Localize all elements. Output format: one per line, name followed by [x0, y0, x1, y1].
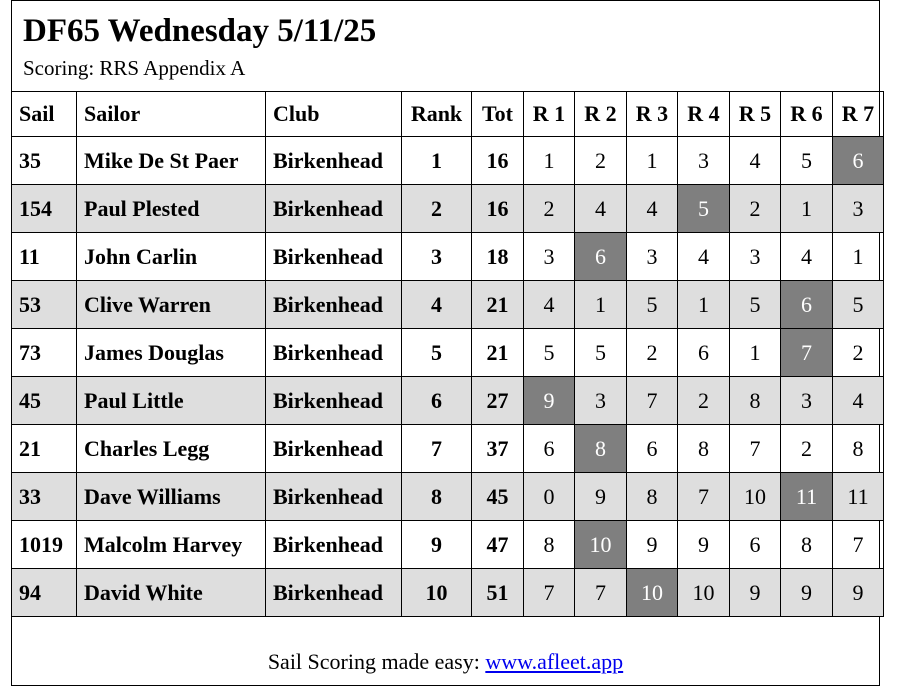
- race-score-cell-discarded: 5: [678, 185, 730, 233]
- table-row: [12, 521, 884, 569]
- race-score-cell: 2: [833, 329, 884, 377]
- race-score-cell: 9: [627, 521, 678, 569]
- race-score-cell: 5: [627, 281, 678, 329]
- table-row: [12, 569, 884, 617]
- sailor-cell: John Carlin: [77, 233, 266, 281]
- footer: [12, 638, 879, 686]
- table-row: [12, 473, 884, 521]
- sailor-cell: James Douglas: [77, 329, 266, 377]
- column-header-r4: R 4: [678, 92, 730, 137]
- race-score-cell: 3: [730, 233, 781, 281]
- race-score-cell: 2: [575, 137, 627, 185]
- total-cell: 47: [472, 521, 524, 569]
- header: [12, 1, 879, 92]
- race-score-cell: 6: [627, 425, 678, 473]
- race-score-cell: 2: [781, 425, 833, 473]
- race-score-cell: 6: [678, 329, 730, 377]
- club-cell: Birkenhead: [266, 137, 402, 185]
- race-score-cell: 7: [730, 425, 781, 473]
- total-cell: 21: [472, 329, 524, 377]
- table-row: [12, 425, 884, 473]
- total-cell: 16: [472, 137, 524, 185]
- race-score-cell: 1: [524, 137, 575, 185]
- column-header-rank: Rank: [402, 92, 472, 137]
- race-score-cell: 8: [730, 377, 781, 425]
- rank-cell: 3: [402, 233, 472, 281]
- race-score-cell: 4: [678, 233, 730, 281]
- club-cell: Birkenhead: [266, 233, 402, 281]
- race-score-cell: 11: [833, 473, 884, 521]
- club-cell: Birkenhead: [266, 377, 402, 425]
- table-row: [12, 281, 884, 329]
- race-score-cell: 4: [781, 233, 833, 281]
- race-score-cell: 2: [524, 185, 575, 233]
- race-score-cell: 7: [833, 521, 884, 569]
- column-header-r5: R 5: [730, 92, 781, 137]
- race-score-cell: 2: [730, 185, 781, 233]
- race-score-cell: 3: [678, 137, 730, 185]
- race-score-cell: 1: [781, 185, 833, 233]
- race-score-cell: 6: [730, 521, 781, 569]
- race-score-cell: 9: [833, 569, 884, 617]
- race-score-cell: 3: [524, 233, 575, 281]
- column-header-r7: R 7: [833, 92, 884, 137]
- race-score-cell-discarded: 10: [575, 521, 627, 569]
- race-score-cell-discarded: 10: [627, 569, 678, 617]
- sailor-cell: Dave Williams: [77, 473, 266, 521]
- race-score-cell-discarded: 6: [833, 137, 884, 185]
- rank-cell: 4: [402, 281, 472, 329]
- race-score-cell: 4: [730, 137, 781, 185]
- rank-cell: 8: [402, 473, 472, 521]
- race-score-cell-discarded: 11: [781, 473, 833, 521]
- race-score-cell: 8: [781, 521, 833, 569]
- race-score-cell: 5: [781, 137, 833, 185]
- results-frame: [11, 0, 880, 686]
- race-score-cell: 9: [730, 569, 781, 617]
- sail-cell: 73: [12, 329, 77, 377]
- race-score-cell: 0: [524, 473, 575, 521]
- total-cell: 27: [472, 377, 524, 425]
- race-score-cell: 7: [575, 569, 627, 617]
- rank-cell: 1: [402, 137, 472, 185]
- race-score-cell-discarded: 9: [524, 377, 575, 425]
- race-score-cell: 5: [524, 329, 575, 377]
- race-score-cell: 8: [524, 521, 575, 569]
- race-score-cell: 3: [627, 233, 678, 281]
- race-score-cell: 4: [575, 185, 627, 233]
- sail-cell: 21: [12, 425, 77, 473]
- race-score-cell-discarded: 6: [575, 233, 627, 281]
- race-score-cell-discarded: 6: [781, 281, 833, 329]
- rank-cell: 10: [402, 569, 472, 617]
- footer-text: Sail Scoring made easy:: [267, 649, 486, 674]
- race-score-cell: 8: [627, 473, 678, 521]
- race-score-cell-discarded: 8: [575, 425, 627, 473]
- race-score-cell: 5: [833, 281, 884, 329]
- race-score-cell: 8: [833, 425, 884, 473]
- table-row: [12, 329, 884, 377]
- total-cell: 51: [472, 569, 524, 617]
- race-score-cell: 4: [833, 377, 884, 425]
- race-score-cell: 8: [678, 425, 730, 473]
- rank-cell: 9: [402, 521, 472, 569]
- sail-cell: 1019: [12, 521, 77, 569]
- sail-cell: 94: [12, 569, 77, 617]
- sailor-cell: Malcolm Harvey: [77, 521, 266, 569]
- sail-cell: 53: [12, 281, 77, 329]
- race-score-cell: 9: [575, 473, 627, 521]
- club-cell: Birkenhead: [266, 521, 402, 569]
- race-score-cell: 3: [575, 377, 627, 425]
- race-score-cell: 5: [575, 329, 627, 377]
- race-score-cell: 7: [627, 377, 678, 425]
- table-header-row: [12, 92, 884, 137]
- sail-cell: 154: [12, 185, 77, 233]
- race-score-cell: 6: [524, 425, 575, 473]
- sailor-cell: David White: [77, 569, 266, 617]
- race-score-cell: 1: [730, 329, 781, 377]
- total-cell: 45: [472, 473, 524, 521]
- race-score-cell: 3: [781, 377, 833, 425]
- race-score-cell: 5: [730, 281, 781, 329]
- sailor-cell: Charles Legg: [77, 425, 266, 473]
- column-header-r6: R 6: [781, 92, 833, 137]
- column-header-sail: Sail: [12, 92, 77, 137]
- table-row: [12, 233, 884, 281]
- sail-cell: 45: [12, 377, 77, 425]
- sailor-cell: Clive Warren: [77, 281, 266, 329]
- results-table: [11, 91, 884, 617]
- race-score-cell: 9: [678, 521, 730, 569]
- sailor-cell: Mike De St Paer: [77, 137, 266, 185]
- race-score-cell-discarded: 7: [781, 329, 833, 377]
- club-cell: Birkenhead: [266, 473, 402, 521]
- sailor-cell: Paul Plested: [77, 185, 266, 233]
- scoring-subtitle: Scoring: RRS Appendix A: [23, 56, 246, 80]
- club-cell: Birkenhead: [266, 185, 402, 233]
- race-score-cell: 4: [627, 185, 678, 233]
- table-row: [12, 377, 884, 425]
- sail-cell: 35: [12, 137, 77, 185]
- column-header-club: Club: [266, 92, 402, 137]
- table-row: [12, 185, 884, 233]
- column-header-r2: R 2: [575, 92, 627, 137]
- column-header-r1: R 1: [524, 92, 575, 137]
- page-title: DF65 Wednesday 5/11/25: [23, 13, 377, 49]
- rank-cell: 6: [402, 377, 472, 425]
- afleet-link[interactable]: www.afleet.app: [485, 649, 624, 674]
- column-header-r3: R 3: [627, 92, 678, 137]
- race-score-cell: 7: [678, 473, 730, 521]
- total-cell: 16: [472, 185, 524, 233]
- race-score-cell: 10: [678, 569, 730, 617]
- race-score-cell: 2: [678, 377, 730, 425]
- column-header-sailor: Sailor: [77, 92, 266, 137]
- sail-cell: 33: [12, 473, 77, 521]
- club-cell: Birkenhead: [266, 329, 402, 377]
- column-header-tot: Tot: [472, 92, 524, 137]
- rank-cell: 5: [402, 329, 472, 377]
- rank-cell: 7: [402, 425, 472, 473]
- race-score-cell: 1: [575, 281, 627, 329]
- sail-cell: 11: [12, 233, 77, 281]
- race-score-cell: 2: [627, 329, 678, 377]
- race-score-cell: 4: [524, 281, 575, 329]
- club-cell: Birkenhead: [266, 281, 402, 329]
- race-score-cell: 1: [627, 137, 678, 185]
- total-cell: 37: [472, 425, 524, 473]
- race-score-cell: 9: [781, 569, 833, 617]
- total-cell: 18: [472, 233, 524, 281]
- race-score-cell: 7: [524, 569, 575, 617]
- table-row: [12, 137, 884, 185]
- rank-cell: 2: [402, 185, 472, 233]
- race-score-cell: 1: [833, 233, 884, 281]
- race-score-cell: 3: [833, 185, 884, 233]
- race-score-cell: 1: [678, 281, 730, 329]
- sailor-cell: Paul Little: [77, 377, 266, 425]
- total-cell: 21: [472, 281, 524, 329]
- club-cell: Birkenhead: [266, 425, 402, 473]
- race-score-cell: 10: [730, 473, 781, 521]
- club-cell: Birkenhead: [266, 569, 402, 617]
